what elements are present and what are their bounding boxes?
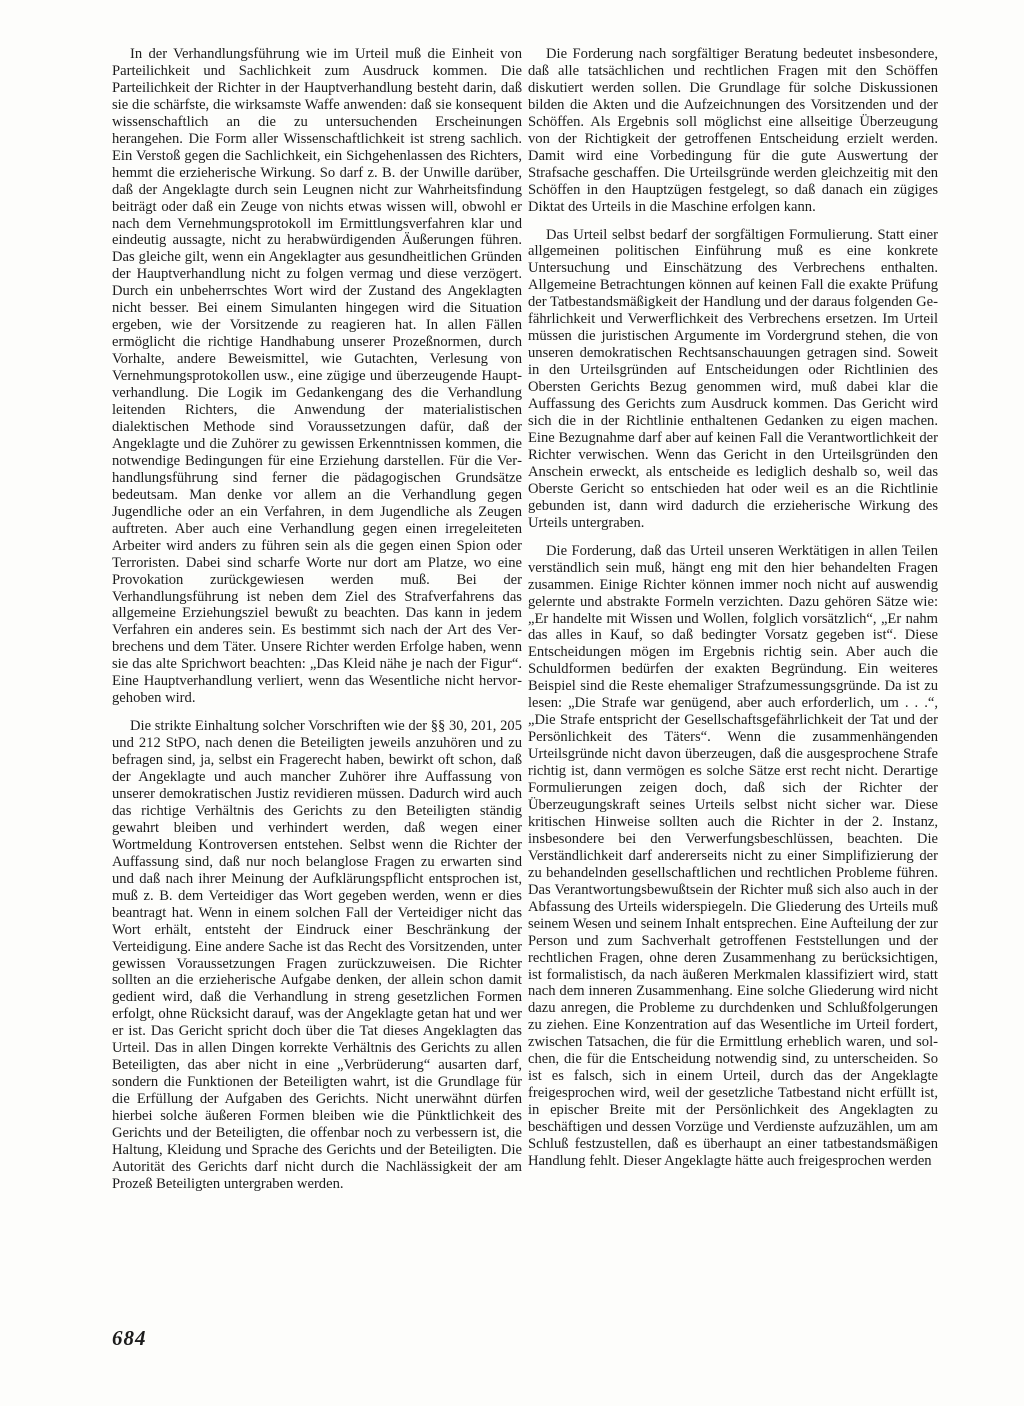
- page-number: 684: [112, 1326, 147, 1350]
- paragraph: In der Verhandlungsführung wie im Urteil muß die Einheit von Parteilichkeit und Sachlichkeit zum Ausdruck kommen. Die Parteilichkeit der Richter in der Hauptverhandlung besteht darin, daß sie die schärfste, die wirksamste Waffe anwenden: daß sie konsequent wissenschaftlich an die zu untersuchenden Erscheinungen herangehen. Die Form aller Wissenschaftlichkeit ist streng sachlich. Ein Verstoß gegen die Sachlichkeit, ein Sichgehenlassen des Richters, hemmt die erzieherische Wirkung. So darf z. B. der Unwille darüber, daß der Angeklagte durch sein Leugnen nicht zur Wahrheitsfindung beiträgt oder daß ein Zeuge von nichts etwas wissen will, obwohl er nach dem Vernehmungsprotokoll im Ermittlungsverfahren klar und eindeutig aussagte, nicht zu herabwürdigenden Äußerungen führen. Das gleiche gilt, wenn ein Angeklagter aus gesundheitlichen Gründen der Hauptverhandlung nicht zu folgen vermag und diese verzögert. Durch ein unbeherrschtes Wort wird der Zustand des Angeklagten nicht besser. Bei einem Simulanten hingegen wird die Situation ergeben, wie der Vorsitzende zu reagieren hat. In allen Fällen ermöglicht die richtige Handhabung unserer Prozeßnormen, durch Vorhalte, andere Beweismittel, wie Gutachten, Verlesung von Vernehmungsprotokollen usw., eine zügige und überzeugende Hauptverhandlung. Die Logik im Gedankengang des die Verhandlung leitenden Richters, die Anwendung der materialistischen dialektischen Methode sind Voraussetzungen dafür, daß der Angeklagte und die Zuhörer zu gewissen Erkenntnissen kommen, die notwendige Bedingungen für eine Erziehung darstellen. Für die Verhandlungsführung sind ferner die pädagogischen Grundsätze bedeutsam. Man denke vor allem an die Verhandlung gegen Jugendliche oder an ein Verfahren, in dem Jugendliche als Zeugen auftreten. Aber auch eine Verhandlung gegen einen irregeleiteten Arbeiter wird anders zu führen sein als die gegen einen Spion oder Terroristen. Dabei sind scharfe Worte nur dort am Platze, wo eine Provokation zurückgewiesen werden muß. Bei der Verhandlungsführung ist neben dem Ziel des Strafverfahrens das allgemeine Erziehungsziel bewußt zu beachten. Das kann in jedem Verfahren ein anderes sein. Es bestimmt sich nach der Art des Verbrechens und dem Täter. Unsere Richter werden Erfolge haben, wenn sie das alte Sprichwort beachten: „Das Kleid nähe je nach der Figur“. Eine Hauptverhandlung verliert, wenn das Wesentliche nicht hervorgehoben wird.: [112, 46, 522, 707]
- paragraph: Die Forderung nach sorgfältiger Beratung bedeutet insbesondere, daß alle tatsächlichen und rechtlichen Fragen mit den Schöffen diskutiert werden sollen. Die Grundlage für solche Diskussionen bilden die Akten und die Aufzeichnungen des Vorsitzenden und der Schöffen. Als Ergebnis soll möglichst eine allseitige Überzeugung von der Richtigkeit der getroffenen Entscheidung erzielt werden. Damit wird eine Vorbedingung für die gute Auswertung der Strafsache geschaffen. Die Urteilsgründe werden gleichzeitig mit den Schöffen in den Hauptzügen festgelegt, so daß danach ein zügiges Diktat des Urteils in die Maschine erfolgen kann.: [528, 46, 938, 215]
- paragraph: Die strikte Einhaltung solcher Vorschriften wie der §§ 30, 201, 205 und 212 StPO, nach denen die Beteiligten jeweils anzuhören und zu befragen sind, ja, selbst ein Fragerecht haben, bewirkt oft schon, daß der Angeklagte und auch mancher Zuhörer ihre Auffassung von unserer demokratischen Justiz revidieren müssen. Dadurch wird auch das richtige Verhältnis des Gerichts zu den Beteiligten ständig gewahrt bleiben und verhindert werden, daß wegen einer Wortmeldung Kontroversen entstehen. Selbst wenn die Richter der Auffassung sind, daß nur noch belanglose Fragen zu erwarten sind und daß nach ihrer Meinung der Aufklärungspflicht entsprochen ist, muß z. B. dem Verteidiger das Wort gegeben werden, wenn er dies beantragt hat. Wenn in einem solchen Fall der Verteidiger nicht das Wort erhält, entsteht der Eindruck einer Beschränkung der Verteidigung. Eine andere Sache ist das Recht des Vorsitzenden, unter gewissen Voraussetzungen Fragen zurückzuweisen. Die Richter sollten an die erzieherische Aufgabe denken, der allein schon damit gedient wird, daß die Verhandlung in streng gesetzlichen Formen erfolgt, ohne Rücksicht darauf, was der Angeklagte getan hat und wer er ist. Das Gericht spricht doch über die Tat dieses Angeklagten das Urteil. Das in allen Dingen korrekte Verhältnis des Gerichts zu allen Beteiligten, das aber nicht in eine „Verbrüderung“ ausarten darf, sondern die Funktionen der Beteiligten wahrt, ist die Grundlage für die Erfüllung der Aufgaben des Gerichts. Nicht unerwähnt dürfen hierbei solche äußeren Formen bleiben wie die Pünktlichkeit des Gerichts und der Beteiligten, die offenbar noch zu verbessern ist, die Haltung, Kleidung und Sprache des Gerichts und der Beteiligten. Die Autorität des Gerichts darf nicht durch die Nachlässigkeit der am Prozeß Beteiligten untergraben werden.: [112, 718, 522, 1192]
- paragraph: Das Urteil selbst bedarf der sorgfältigen Formulierung. Statt einer allgemeinen politischen Einführung muß es eine konkrete Untersuchung und Einschätzung des Verbrechens enthalten. Allgemeine Betrachtungen können auf keinen Fall die exakte Prüfung der Tatbestandsmäßigkeit der Handlung und der daraus folgenden Gefährlichkeit und Verwerflichkeit des Verbrechens ersetzen. Im Urteil müssen die juristischen Argumente im Vordergrund stehen, die von unseren demokratischen Rechtsanschauungen getragen sind. Soweit in den Urteilsgründen auf Entscheidungen oder Richtlinien des Obersten Gerichts Bezug genommen wird, muß dabei klar die Auffassung des Gerichts zum Ausdruck kommen. Das Gericht wird sich die in der Richtlinie enthaltenen Gedanken zu eigen machen. Eine Bezugnahme darf aber auf keinen Fall die Verantwortlichkeit der Richter verwischen. Wenn das Gericht in den Urteilsgründen den Anschein erweckt, als entscheide es lediglich deshalb so, weil das Oberste Gericht so entschieden hat oder weil es an die Richtlinie gebunden ist, dann wird dadurch die erzieherische Wirkung des Urteils untergraben.: [528, 226, 938, 531]
- right-text-column: [528, 46, 938, 1181]
- left-text-column: [112, 46, 522, 1204]
- paragraph: Die Forderung, daß das Urteil unseren Werktätigen in allen Teilen verständlich sein muß, hängt eng mit den hier behandelten Fragen zusammen. Einige Richter können immer noch nicht auf auswendig gelernte und abstrakte Formeln verzichten. Dazu gehören Sätze wie: „Er handelte mit Wissen und Wollen, folglich vorsätzlich“, „Er nahm das alles in Kauf, so daß bedingter Vorsatz gegeben ist“. Diese Entscheidungen mögen im Ergebnis richtig sein. Aber auch die Schuldformen bedürfen der exakten Begründung. Ein weiteres Beispiel sind die Reste ehemaliger Strafzumessungsgründe. Da ist zu lesen: „Die Strafe war genügend, aber auch erforderlich, um . . .“, „Die Strafe entspricht der Gesellschaftsgefährlichkeit der Tat und der Persönlichkeit des Täters“. Wenn die zusammenhängenden Urteilsgründe nicht davon überzeugen, daß die ausgesprochene Strafe richtig ist, dann vermögen es solche Sätze erst recht nicht. Derartige Formulierungen zeigen doch, daß sich der Richter der Überzeugungskraft seines Urteils selbst nicht sicher war. Diese kritischen Hinweise sollten auch die Richter in der 2. Instanz, insbesondere bei den Verwerfungsbeschlüssen, beachten. Die Verständlichkeit darf andererseits nicht zu einer Simplifizierung der zu behandelnden gesellschaftlichen und rechtlichen Probleme führen. Das Verantwortungsbewußtsein der Richter muß sich also auch in der Abfassung des Urteils widerspiegeln. Die Gliederung des Urteils muß seinem Wesen und seinem Inhalt entsprechen. Eine Aufteilung der zur Person und zum Sachverhalt getroffenen Feststellungen und der rechtlichen Fragen, ohne deren Zusammenhang zu berücksichtigen, ist formalistisch, da nach äußeren Merkmalen klassifiziert wird, statt nach dem inneren Zusammenhang. Eine solche Gliederung wird nicht dazu anregen, die Probleme zu durchdenken und Schlußfolgerungen zu ziehen. Eine Konzentration auf das Wesentliche im Urteil fordert, zwischen Tatsachen, die für die Ermittlung erheblich waren, und solchen, die für die Entscheidung notwendig sind, zu unterscheiden. So ist es falsch, sich in einem Urteil, durch das der Angeklagte freigesprochen wird, weil der gesetzliche Tatbestand nicht erfüllt ist, in epischer Breite mit der Persönlichkeit des Angeklagten zu beschäftigen und dessen Vorzüge und Verdienste aufzuzählen, um am Schluß festzustellen, daß es überhaupt an einer tatbestandsmäßigen Handlung fehlt. Dieser Angeklagte hätte auch freigesprochen werden: [528, 542, 938, 1169]
